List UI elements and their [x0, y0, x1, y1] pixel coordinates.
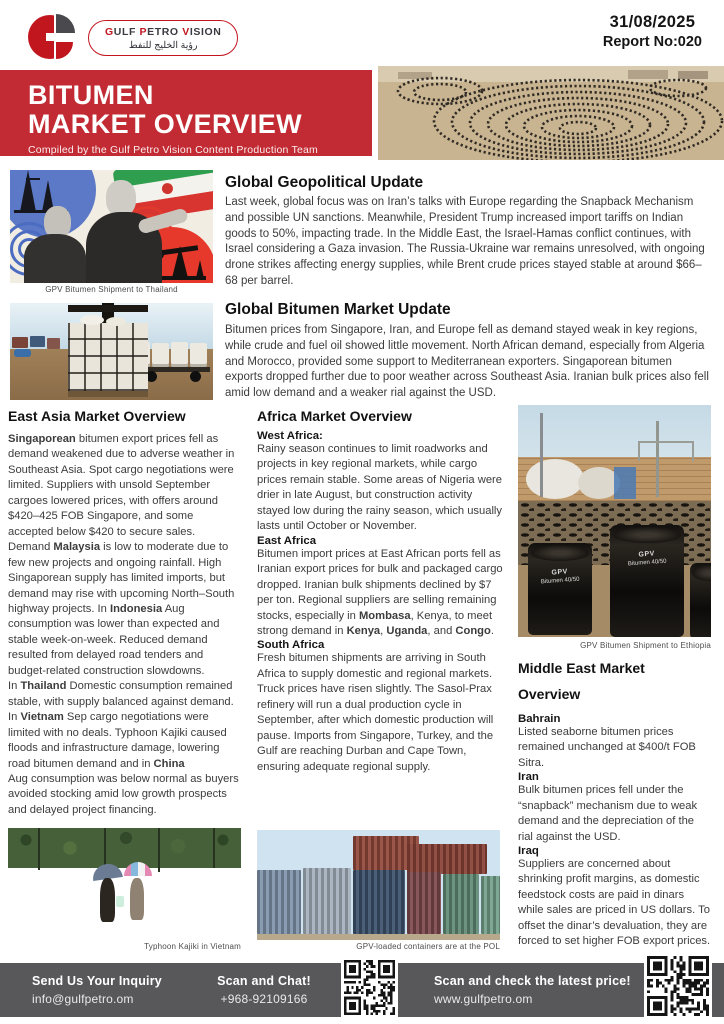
- bitumen-drum: GPV Bitumen 40/50: [610, 525, 684, 637]
- market-update-title: Global Bitumen Market Update: [225, 301, 451, 318]
- person-silhouette: [130, 878, 144, 920]
- geopolitical-body: Last week, global focus was on Iran’s talks with Europe regarding the Snapback Mechanism and possible UN sanctions. Meanwhile, President Trump increased import tariffs on Indian goods to 50%, impacting trade. In the Middle East, the Israel-Hamas conflict continues, with Israel considering a Gaza invasion. The Russia-Ukraine war remains unresolved, with ongoing drone strikes affecting energy supplies, while Brent crude prices stayed stable at around $66–68 per barrel.: [225, 196, 705, 287]
- title-banner: [0, 70, 372, 156]
- middle-east-column: [518, 656, 712, 950]
- iran-heading: Iran: [518, 771, 539, 784]
- bahrain-body: Listed seaborne bitumen prices remained unchanged at $400/t FOB Sitra.: [518, 725, 696, 769]
- east-asia-title: East Asia Market Overview: [8, 408, 186, 424]
- gpv-logo-icon: [28, 11, 80, 63]
- ibc-container-shape: [68, 323, 148, 391]
- website-link[interactable]: www.gulfpetro.om: [434, 992, 533, 1006]
- market-update-body: Bitumen prices from Singapore, Iran, and Europe fell as demand stayed weak in key regions, while crude and fuel oil showed little movement. North African demand, especially from Algeria and Morocco, provided some support to Mediterranean exporters. Singaporean bitumen exports dropped further due to poor weather across Southeast Asia. Iranian bulk prices also fell amid low demand and a weaker rial against the USD.: [225, 324, 709, 399]
- qr-chat-code: [341, 957, 398, 1018]
- caption-typhoon: Typhoon Kajiki in Vietnam: [144, 942, 241, 951]
- chat-title: Scan and Chat!: [217, 974, 311, 988]
- report-meta: [603, 13, 702, 50]
- west-africa-heading: West Africa:: [257, 430, 323, 442]
- page-title-line1: BITUMEN: [28, 80, 154, 110]
- west-africa-body: Rainy season continues to limit roadworks and projects in key regional markets, while cargo prices remain stable. Some areas of Nigeria were drier in late August, but construction activity stayed low during the rainy season, which usually lasts until October or November.: [257, 443, 503, 533]
- drum-yard-photo: [378, 66, 724, 160]
- trump-portrait: [106, 180, 136, 216]
- east-asia-column: [8, 408, 240, 818]
- africa-column: [257, 408, 505, 775]
- geopolitics-collage-image: [10, 170, 213, 283]
- caption-containers: GPV-loaded containers are at the POL: [356, 942, 500, 951]
- report-number: Report No:020: [602, 34, 702, 50]
- logo-text-box: [88, 20, 238, 56]
- footer-price: [434, 974, 631, 1006]
- east-africa-body: Bitumen import prices at East African ports fell as Iranian export prices for bulk and packaged cargo dropped. Iranian bulk shipments declined by $7 per ton. Regional suppliers are selling remaining stocks, especially in Mombasa, Kenya, to meet strong demand in Kenya, Uganda, and Congo.: [257, 547, 503, 637]
- price-title: Scan and check the latest price!: [434, 974, 631, 988]
- caption-ethiopia: GPV Bitumen Shipment to Ethiopia: [580, 641, 711, 650]
- bitumen-drum: GPV Bitumen 40/50: [528, 543, 592, 635]
- bahrain-heading: Bahrain: [518, 712, 561, 725]
- brand-name-arabic: رؤية الخليج للنفط: [128, 40, 198, 51]
- east-africa-heading: East Africa: [257, 534, 317, 547]
- south-africa-body: Fresh bitumen shipments are arriving in South Africa to supply domestic and regional markets. Truck prices have risen slightly. The Sasol-Prax refinery will run a dual production cycle in September, after which domestic production will pause. Imports from Singapore, Turkey, and the Gulf are reaching Durban and Cape Town, ensuring adequate regional supply.: [257, 652, 494, 773]
- report-date: 31/08/2025: [609, 13, 696, 31]
- iraq-heading: Iraq: [518, 844, 539, 857]
- brand-name: GULF PETRO VISION: [105, 26, 222, 38]
- car-shape: [14, 349, 31, 357]
- footer-chat: [198, 974, 330, 1006]
- qr-price-code: [644, 953, 712, 1019]
- middle-east-title: Middle East Market Overview: [518, 660, 645, 702]
- truck-shipment-photo: [10, 303, 213, 400]
- caption-thailand: GPV Bitumen Shipment to Thailand: [45, 285, 178, 294]
- chat-phone[interactable]: +968-92109166: [220, 992, 308, 1006]
- south-africa-heading: South Africa: [257, 639, 325, 652]
- inquiry-title: Send Us Your Inquiry: [32, 974, 162, 988]
- bitumen-drum: [690, 563, 711, 637]
- page-title-line2: MARKET OVERVIEW: [28, 108, 303, 139]
- ethiopia-drums-photo: [518, 405, 711, 637]
- africa-title: Africa Market Overview: [257, 408, 412, 424]
- typhoon-flood-photo: [8, 828, 241, 940]
- page-subtitle: Compiled by the Gulf Petro Vision Content Production Team: [28, 143, 318, 156]
- containers-photo: [257, 830, 500, 940]
- iran-body: Bulk bitumen prices fell under the “snapback” mechanism due to weak demand and the depreciation of the rial against the USD.: [518, 784, 698, 843]
- drum-yard-rings: [378, 66, 724, 160]
- person-silhouette: [100, 878, 115, 922]
- inquiry-email[interactable]: info@gulfpetro.om: [32, 992, 134, 1006]
- iraq-body: Suppliers are concerned about shrinking profit margins, as domestic feedstock costs are paid in dinars while sales are priced in US dollars. To offset the dinar’s devaluation, they are forced to set higher FOB export prices.: [518, 857, 711, 948]
- footer-inquiry: [32, 974, 162, 1006]
- geopolitical-title: Global Geopolitical Update: [225, 174, 424, 191]
- east-asia-body: Singaporean bitumen export prices fell as demand weakened due to adverse weather in Southeast Asia. Spot cargo negotiations were limited. Suppliers with unsold September cargoes lowered prices, with offers around $420–425 FOB Singapore, and some accepted below $420 to secure sales. Demand Malaysia is low to moderate due to few new projects and ongoing rainfall. High Singaporean supply has limited imports, but demand may rise with upcoming North–South highway projects. In Indonesia Aug consumption was lower than expected and stable week-on-week. Reduced demand resulted from delayed road tenders and budget-related construction slowdowns. In Thailand Domestic consumption remained stable, with supply balanced against demand. In Vietnam Sep cargo negotiations were limited with no deals. Typhoon Kajiki caused floods and infrastructure damage, lowering road bitumen demand and in China Aug consumption was below normal as buyers avoided stocking amid low growth prospects and delayed project financing.: [8, 433, 239, 816]
